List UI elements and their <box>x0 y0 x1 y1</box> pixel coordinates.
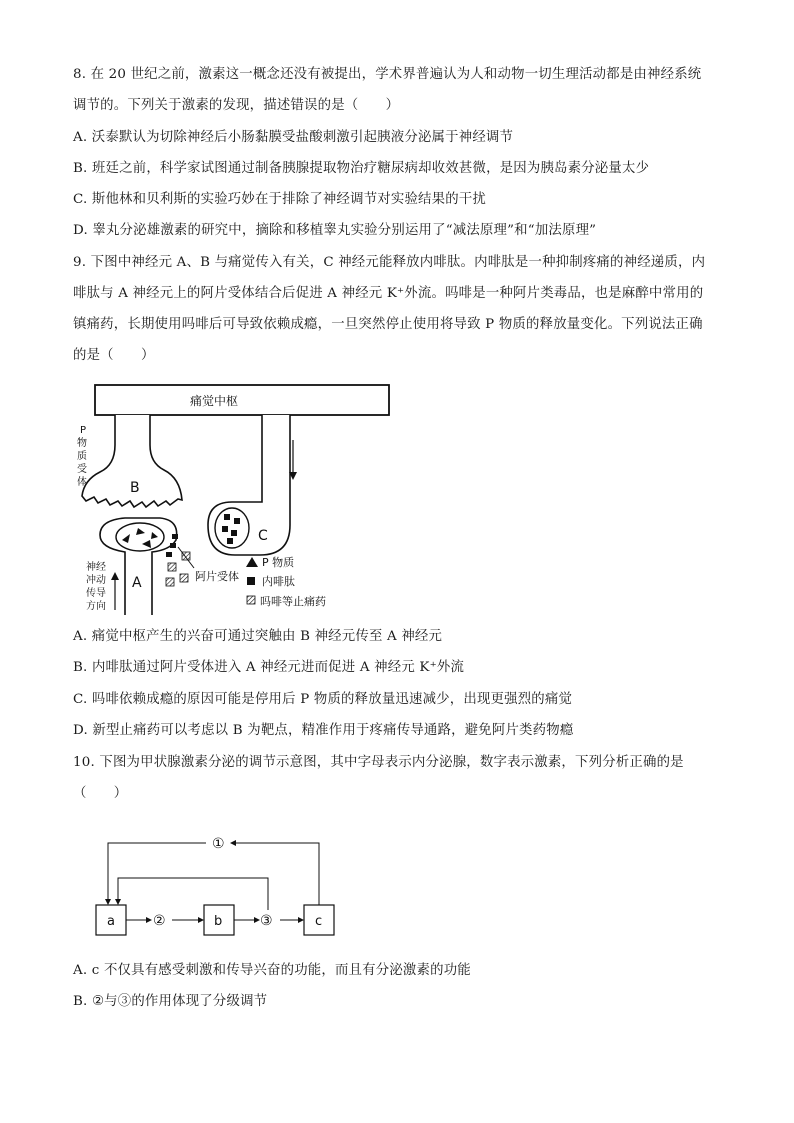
q9-option-a: A. 痛觉中枢产生的兴奋可通过突触由 B 神经元传至 A 神经元 <box>73 629 443 644</box>
c-to-1-line <box>232 843 319 905</box>
opioid-receptor <box>172 534 178 539</box>
receptor-char-4: 体 <box>77 477 87 488</box>
q10-option-a: A. c 不仅具有感受刺激和传导兴奋的功能，而且有分泌激素的功能 <box>73 963 471 978</box>
endorphin-mark <box>227 538 233 544</box>
q9-option-c: C. 吗啡依赖成瘾的原因可能是停用后 P 物质的释放量迅速减少，出现更强烈的痛觉 <box>73 692 573 707</box>
hormone-2-label: ② <box>153 913 166 929</box>
box-b-label: b <box>214 914 223 929</box>
opioid-receptor <box>170 543 176 548</box>
box-c-label: c <box>315 914 323 929</box>
neuron-a-label: A <box>132 575 142 591</box>
endorphin-mark <box>234 518 240 524</box>
direction-char-0: 神经 <box>86 562 106 573</box>
hormone-1-label: ① <box>212 836 225 852</box>
q8-option-b: B. 班廷之前，科学家试图通过制备胰腺提取物治疗糖尿病却收效甚微，是因为胰岛素分泌量太少 <box>73 161 650 176</box>
arrow-a-to-2-head <box>146 917 152 923</box>
direction-arrow-head <box>111 572 119 580</box>
opioid-receptor-label: 阿片受体 <box>195 570 239 583</box>
legend-label-1: 内啡肽 <box>262 575 295 588</box>
receptor-char-0: P <box>80 425 87 436</box>
q9-stem-line1: 9. 下图中神经元 A、B 与痛觉传入有关，C 神经元能释放内啡肽。内啡肽是一种抑制疼痛的神经递质，内 <box>73 255 706 270</box>
opioid-receptor-pointer <box>178 547 194 568</box>
q9-option-d: D. 新型止痛药可以考虑以 B 为靶点，精准作用于疼痛传导通路，避免阿片类药物瘾 <box>73 723 574 738</box>
c-to-1-head <box>230 840 236 846</box>
endorphin-mark <box>231 530 237 536</box>
q10-stem-line2: （ ） <box>73 786 128 801</box>
1-to-a-head <box>105 899 111 905</box>
neuron-c-label: C <box>258 528 268 544</box>
direction-char-3: 方向 <box>86 601 106 612</box>
q9-stem-line3: 镇痛药，长期使用吗啡后可导致依赖成瘾，一旦突然停止使用将导致 P 物质的释放量变化。下列说法正确 <box>73 317 703 332</box>
legend-label-0: P 物质 <box>262 556 295 569</box>
legend-square-icon <box>247 577 255 585</box>
q8-stem-line1: 8. 在 20 世纪之前，激素这一概念还没有被提出，学术界普遍认为人和动物一切生理活动都是由神经系统 <box>73 67 702 82</box>
morphine-mark <box>168 563 176 571</box>
q8-stem-line2: 调节的。下列关于激素的发现，描述错误的是（ ） <box>73 98 400 113</box>
feedback-3-to-a <box>118 878 268 910</box>
endorphin-mark <box>222 526 228 532</box>
q9-stem-line4: 的是（ ） <box>73 348 155 363</box>
q10-option-b: B. ②与③的作用体现了分级调节 <box>73 994 268 1009</box>
pain-center-box <box>95 385 389 415</box>
q8-option-a: A. 沃泰默认为切除神经后小肠黏膜受盐酸刺激引起胰液分泌属于神经调节 <box>73 130 514 145</box>
neuron-b-label: B <box>130 480 140 496</box>
q10-thyroid-diagram <box>0 820 794 950</box>
receptor-char-3: 受 <box>77 464 87 475</box>
arrow-3-to-c-head <box>298 917 304 923</box>
hormone-3-label: ③ <box>260 913 273 929</box>
feedback-3-to-a-head <box>115 899 121 905</box>
opioid-receptor <box>166 552 172 557</box>
box-a-label: a <box>107 914 115 929</box>
direction-char-2: 传导 <box>86 588 106 599</box>
legend-triangle-icon <box>246 557 258 567</box>
q10-stem-line1: 10. 下图为甲状腺激素分泌的调节示意图，其中字母表示内分泌腺，数字表示激素，下列分析正确的是 <box>73 755 684 770</box>
pain-center-label: 痛觉中枢 <box>190 394 239 408</box>
arrow-2-to-b-head <box>198 917 204 923</box>
direction-char-1: 冲动 <box>86 575 106 586</box>
q8-option-d: D. 睾丸分泌雄激素的研究中，摘除和移植睾丸实验分别运用了“减法原理”和“加法原理” <box>73 223 597 238</box>
q8-option-c: C. 斯他林和贝利斯的实验巧妙在于排除了神经调节对实验结果的干扰 <box>73 192 487 207</box>
legend-hatch-icon <box>247 596 255 604</box>
morphine-mark <box>166 578 174 586</box>
1-to-a-line <box>108 843 206 899</box>
legend-label-2: 吗啡等止痛药 <box>260 595 326 608</box>
endorphin-mark <box>224 514 230 520</box>
q9-stem-line2: 啡肽与 A 神经元上的阿片受体结合后促进 A 神经元 K⁺外流。吗啡是一种阿片类毒品，也是麻醉中常用的 <box>73 286 704 301</box>
q9-option-b: B. 内啡肽通过阿片受体进入 A 神经元进而促进 A 神经元 K⁺外流 <box>73 660 465 675</box>
receptor-char-1: 物 <box>77 438 87 449</box>
morphine-mark <box>180 574 188 582</box>
receptor-char-2: 质 <box>77 451 87 462</box>
